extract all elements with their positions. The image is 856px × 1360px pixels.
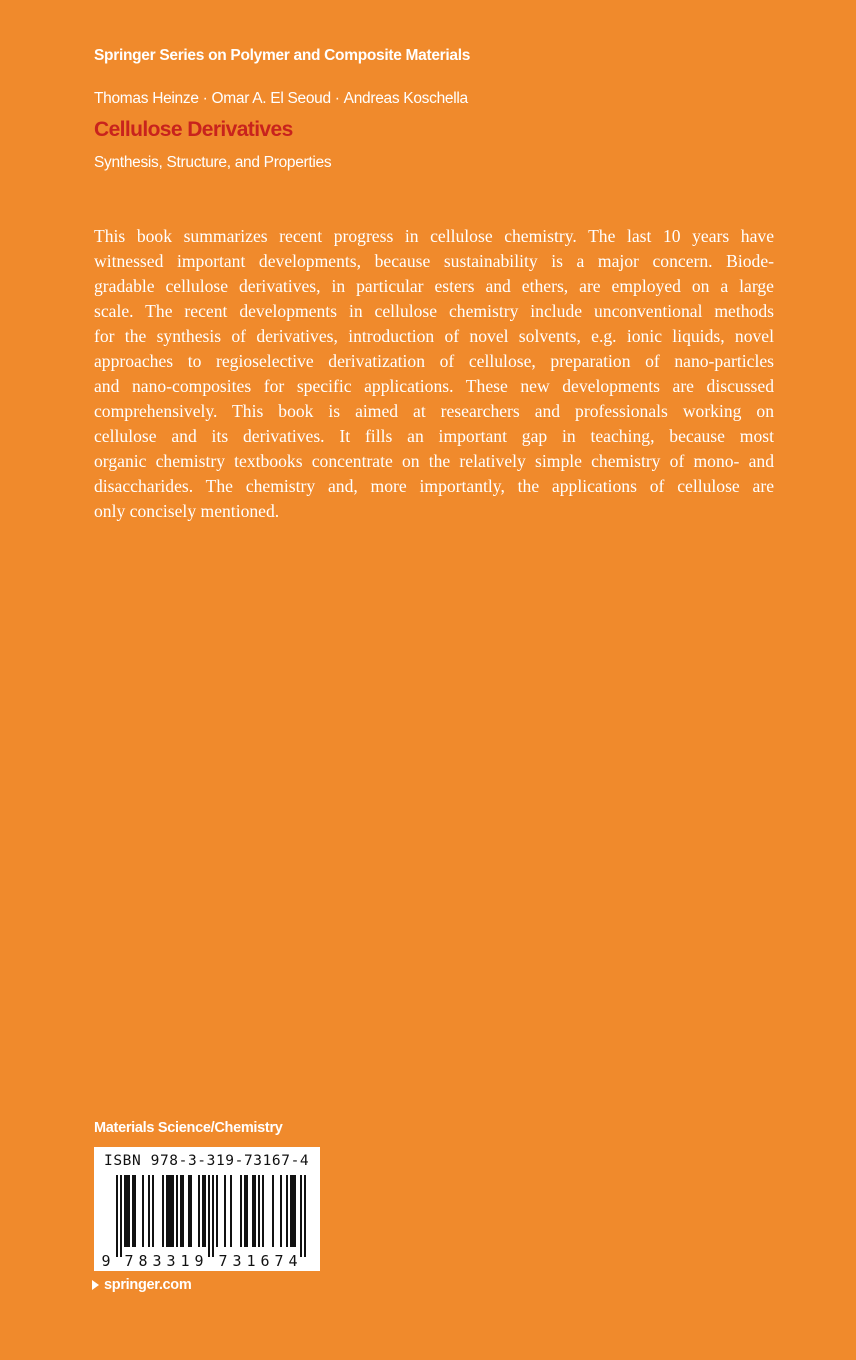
barcode-bar <box>132 1175 134 1247</box>
barcode-bar <box>166 1175 168 1247</box>
barcode-bar <box>212 1175 214 1257</box>
barcode-bar <box>180 1175 182 1247</box>
barcode-bar <box>124 1175 126 1247</box>
description-line: cellulose and its derivatives. It fills an important gap in teaching, because most <box>94 426 774 446</box>
barcode-bar <box>208 1175 210 1257</box>
barcode-digit: 6 <box>260 1252 270 1269</box>
subject-category: Materials Science/Chemistry <box>94 1120 283 1136</box>
barcode-bar <box>126 1175 128 1247</box>
barcode-bar <box>170 1175 172 1247</box>
barcode-bar <box>258 1175 260 1247</box>
barcode-bar <box>252 1175 254 1247</box>
author-separator: · <box>334 90 340 107</box>
barcode-bar <box>240 1175 242 1247</box>
barcode-bar <box>254 1175 256 1247</box>
description-line: only concisely mentioned. <box>94 501 280 521</box>
barcode-digit: 3 <box>152 1252 162 1269</box>
description-line: scale. The recent developments in cellulose chemistry include unconventional methods <box>94 301 774 321</box>
barcode-bar <box>168 1175 170 1247</box>
authors <box>94 90 468 108</box>
author-name: Thomas Heinze <box>94 90 199 107</box>
description-line: approaches to regioselective derivatization of cellulose, preparation of nano-particles <box>94 351 774 371</box>
barcode-bar <box>280 1175 282 1247</box>
barcode-digit: 3 <box>232 1252 242 1269</box>
barcode-digit: 7 <box>218 1252 228 1269</box>
barcode-bar <box>216 1175 218 1247</box>
description-line: for the synthesis of derivatives, introduction of novel solvents, e.g. ionic liquids, novel <box>94 326 774 346</box>
website-label: springer.com <box>104 1277 192 1293</box>
barcode-bar <box>188 1175 190 1247</box>
description-line: disaccharides. The chemistry and, more importantly, the applications of cellulose are <box>94 476 774 496</box>
barcode-bar <box>294 1175 296 1247</box>
barcode-digit: 9 <box>194 1252 204 1269</box>
barcode-digit: 1 <box>246 1252 256 1269</box>
description-line: witnessed important developments, because sustainability is a major concern. Biode- <box>94 251 774 271</box>
barcode-box <box>94 1147 320 1271</box>
barcode-digit: 7 <box>274 1252 284 1269</box>
barcode-bar <box>182 1175 184 1247</box>
author-separator: · <box>202 90 208 107</box>
book-title: Cellulose Derivatives <box>94 118 293 141</box>
barcode-bar <box>162 1175 164 1247</box>
description-line: organic chemistry textbooks concentrate on the relatively simple chemistry of mono- and <box>94 451 774 471</box>
barcode-bar <box>134 1175 136 1247</box>
barcode-bar <box>142 1175 144 1247</box>
barcode-bar <box>198 1175 200 1247</box>
springer-website-link[interactable] <box>92 1277 191 1293</box>
barcode-digit: 1 <box>180 1252 190 1269</box>
barcode-digit: 7 <box>124 1252 134 1269</box>
barcode-bar <box>148 1175 150 1247</box>
barcode-bar <box>152 1175 154 1247</box>
isbn-label: ISBN 978-3-319-73167-4 <box>104 1153 310 1169</box>
barcode-digit: 9 <box>101 1252 111 1269</box>
description-line: and nano-composites for specific applications. These new developments are discussed <box>94 376 774 396</box>
barcode-bar <box>286 1175 288 1247</box>
barcode-bar <box>204 1175 206 1247</box>
barcode-bar <box>304 1175 306 1257</box>
barcode-bar <box>128 1175 130 1247</box>
barcode-digit: 4 <box>288 1252 298 1269</box>
barcode-bar <box>262 1175 264 1247</box>
barcode-bar <box>190 1175 192 1247</box>
barcode-bar <box>116 1175 118 1257</box>
book-description <box>94 224 774 524</box>
barcode-bar <box>230 1175 232 1247</box>
barcode-bar <box>290 1175 292 1247</box>
barcode-bar <box>202 1175 204 1247</box>
barcode-digit: 3 <box>166 1252 176 1269</box>
barcode-bar <box>272 1175 274 1247</box>
barcode-bar <box>176 1175 178 1247</box>
arrow-right-icon <box>92 1280 99 1290</box>
barcode-bar <box>224 1175 226 1247</box>
author-name: Andreas Koschella <box>343 90 468 107</box>
book-subtitle: Synthesis, Structure, and Properties <box>94 154 332 171</box>
description-line: comprehensively. This book is aimed at researchers and professionals working on <box>94 401 774 421</box>
barcode-bar <box>244 1175 246 1247</box>
series-name: Springer Series on Polymer and Composite Materials <box>94 47 471 64</box>
barcode-bar <box>300 1175 302 1257</box>
barcode-digit: 8 <box>138 1252 148 1269</box>
description-line: This book summarizes recent progress in cellulose chemistry. The last 10 years have <box>94 226 774 246</box>
barcode-bar <box>292 1175 294 1247</box>
barcode-bar <box>120 1175 122 1257</box>
barcode-bar <box>172 1175 174 1247</box>
author-name: Omar A. El Seoud <box>211 90 331 107</box>
barcode <box>100 1175 314 1269</box>
description-line: gradable cellulose derivatives, in particular esters and ethers, are employed on a large <box>94 276 774 296</box>
barcode-bar <box>246 1175 248 1247</box>
